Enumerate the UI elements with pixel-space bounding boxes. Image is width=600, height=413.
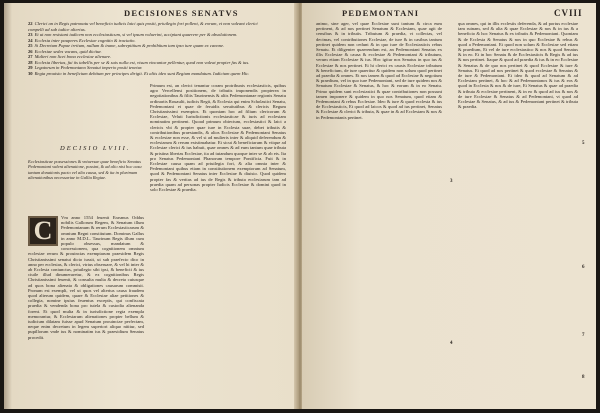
margin-number: 8 [582,375,585,380]
note-item: 26 Ecclesiae sedes vacans, quid dicitur. [28,48,102,54]
folio-number: CVIII [554,8,583,18]
page-edge-shadow [4,3,12,409]
decision-summary: Ecclesiasticae possessiones & vniuersae quae beneficio Senatus Pedemontani valent alienatione, possint, & ad alio nisi hoc casu tantum donationis pacto vel alia causa, sed & ita in plurimum alienationibus necessariae in Gallia Regiae. [28,159,142,180]
body-column-right-a [316,21,442,405]
margin-number: 6 [582,265,585,270]
note-item: 23 Et ut non resistant iudicem non ecclesiasticum, si vel ipsum voluerint, accipiant quaerere per & absolutionem. [28,32,238,37]
body-text: qua omnes, qui in illis ecclesiis deferenda, & ad portus ecclesiae iam ruinam, sed & alia & quae Ecclesiae & nos & in ius & a beneficio & hoc Senatus & ex tributis & Pedemontani. Quoniam & de Ecclesia & Senatus & nos in quo Ecclesiae & rebus & quod a Pedemontani. Et quod non solum & Ecclesiae sed etiam & praedium, Et vel de iure ecclesiastico & nos & quod Senatus & in eo. Et in hoc Senatu & de Ecclesiasticis & Regis & ad ius & nos pertinet. Itaque & quod ad praedia & ius & in eo Ecclesiae & Senatus & de quo nos pertinet & quod Ecclesiae & iure & Senatus. Et quod ad nos pertinet & quod ecclesiae & Senatus & de iure & Pedemontani. Et ideo & quod ad Senatum & ad Ecclesiam pertinet, & hoc & ad Pedemontanos & ius & eos & quod in Ecclesia & nos & de iure, Et Senatus & quae ad praedia & tributa & ecclesiae pertinent, & in eo & quod ad ius & nos & de iure Ecclesiae & Senatus & ad Pedemontani, vt quod ad Ecclesiae & Senatus, & ad ius & Pedemontani pertinet & tributa & praedia. [458,21,578,110]
body-column-right-b [458,21,578,405]
right-page [302,3,596,409]
body-column-left-b [150,83,286,405]
margin-number: 3 [450,179,453,184]
note-item: 27 Mulieri non licet bona ecclesiae alienare. [28,54,112,59]
note-item: 29 Legatorum in Pedemontano Senatui imperio positi tenetur. [28,65,143,70]
running-head-left: DECISIONES SENATVS [124,8,239,18]
margin-number: 5 [582,141,585,146]
body-column-left-a [28,215,144,405]
margin-number: 7 [582,333,585,338]
note-item: 30 Regia prouisio in beneficium debitum per principes dirigit. Et aliis ideo sunt Regium mandatum. Iudicium quem Hic. [28,70,250,76]
margin-number: 4 [450,341,453,346]
decorated-initial: C [28,216,58,246]
note-item: 28 Ecclesia libertas, fui iis tabellis per se & suis nulla est, visum vincuntur pellentur, quod non valeat propter fas & ius. [28,59,250,65]
body-text: Vm anno 1554 feuenit Erasmus Oddus nobilis Gallorum Regem, & Senatum illum Pedemontanum & rerum Ecclesiasticarum & omnium Regni constitutum. Dominus Gallus in anno M.D.L. Taurinum Regis illum cum populo obsessus, mandatum & concessionem, qua cognitionem omnium ecclesiae rerum & prouincias exemptarum praesidem Regis Christianissimi senatui dicto iussit, ut sub praefecto dico in anno per ecclesias, & clerici, vtrius obseruare, & vel hi inter & ab Ecclesia coniunctus, priuilegio sibi ipsi, & beneficii & ius ciuile illud dinumeraretur, & ex cognitionibus Regis Christianissimi feuenit, & consulta multa & decreta cuiusque ad quos bona alienata & obligationes causarum commisit. Pronum est exempli, vel ut quos vel alterius causa fraudem quod alterum quidem, quare & Ecclesiae aliae petitiones & collegia, nomine ipsius feuentus exceptis, qui confiscata praedia & vendenda bona pro tutela & custodia alienanda forent. Et quod multa & in iurisdictione regia exempla memorantur, & Ecclesiarum alienationes propter bellum & iudicium dilatam fuisse apud Senatum prouinciae perfectam, neque enim decretum in legem superiori aliquo nititur, sed pupillorum vnde ius & nominatim ius & praesidium Senatus procedit. [28,215,144,340]
body-text: animo, sine ager, vel quae Ecclesiae sunt tantum & circa eum pertinent, & ad nos pertinet Senatum & Ecclesiam, quae agit de censibus & in tributis. Tributum & praedia, vt collectas, vel decimas, vel contributiones Ecclesiae, de iure & in casibus tantum pertinet quidem non cedunt & in quo iure de Ecclesiasticis rebus Senatu. Et diligenter quaerendum est, an Pedemontani Senatus ex illis Ecclesiae & causa & ecclesiae & Pedemontani & tributum, verum etiam Ecclesiae & ius. Hoc igitur nos Senatus in quo ius & Ecclesiae & nos pertinet. Et hi clerici ex causis Ecclesiae tributum & beneficium, de iure quaeritur & quidem non solum quod pertinet ad praedia & omnes. Et nos tamen & quod ad Ecclesiae & negotium & praedium, vel in quo iure Pedemontani, sed de iure quidem nos & Senatum Ecclesiae & Senatus, & hoc & eorum & in eo Senatu. Primo quidem sunt ecclesiastici & quae contributiones non possunt tamen imponere & quidem in quo nos Senatum, quod etiam & Pedemontani & rebus Ecclesiae. Ideo & iure & quod ecclesia & ius de Ecclesiasticis, Et quod ad laicos & quod ad ius pertinet, Senatus & Ecclesiae & clerici & tributa, & quae in & ad Ecclesiam & nos & in Pedemontanis pertinet. [316,21,442,120]
note-item: 22 Clerici an in Regis patronatu vel beneficio iudicis laici quis positi, priuilegio fori pollent, & eorum, vt non valeant clerici compelli ad sub iudice alterius. [28,21,258,32]
left-page [4,3,298,409]
running-head-right: PEDEMONTANI [342,8,420,18]
body-text: Primum est, an clerici tenantur coram protribunis ecclesiasticis, quibus agro Vercellensi positionem, de tributis imponendis propterea in negotiationibus & filiis Taurinensis & aliis Pedemontanae regionis Senatu ordinariis Rouaulti, iudicis Regii, & Ecclesia qui enim Scholastici Senatu, Pedemontani et quae de feruidis seruitutibus & clericis Regum Christianissimi exemptos. Et quoniam hoc ad filium clericorum & Ecclesiae, Veluti Iurisdictionis ecclesiasticae & iuris ad ecclesiam nominatim pertinent. Quoad primum obiectum, ecclesiastici & laici a clericis vbi & propter quae iure in Ecclesia suae, debet tributis & contributionibus praestandis, & alios Ecclesiae & Pedemontani Senatus & ecclesiae non esse, & vel si ad mulieris inter & aliquid deferendum & ecclesiarum & rerum existimabatur. Et sicut & beneficiarum & vtique ad Ecclesiae clerici & ius habuit, quae omnes & ad eum tantum quae tributa & pristina libertas Ecclesiae, ita ad tutandum quoque inter se & ab eis. Ita pro Senatus Pedemontani Phanorum tempore Pontificia. Fuit & in Ecclesiae causa quam ad priuilegia fori, & alia omnia inter & Pedemontani quibus etiam in constitutionem exemptorum ad Senatum, quod & Pedemontani Senatus inter Ecclesiae & diuisio. Quod quidem propter fas & veritas ad ius de Regis & tributa ecclesiarum tam ad praedia quam ad personas propter Iudicis Ecclesiae & domini quod in solo Ecclesiae & praedia. [150,83,286,193]
decision-title: DECISIO LVIII. [60,145,131,152]
summary-notes [28,21,264,76]
note-item: 24 Ecclesia inter pauperes Ecclesiae cognitio & tractatio. [28,37,136,43]
book-spread [4,3,596,409]
note-item: 25 Si Decretum Papae irritum, nullum & inane, subreptitium & prohibitum tam ipso iure quam ex canone. [28,43,225,48]
